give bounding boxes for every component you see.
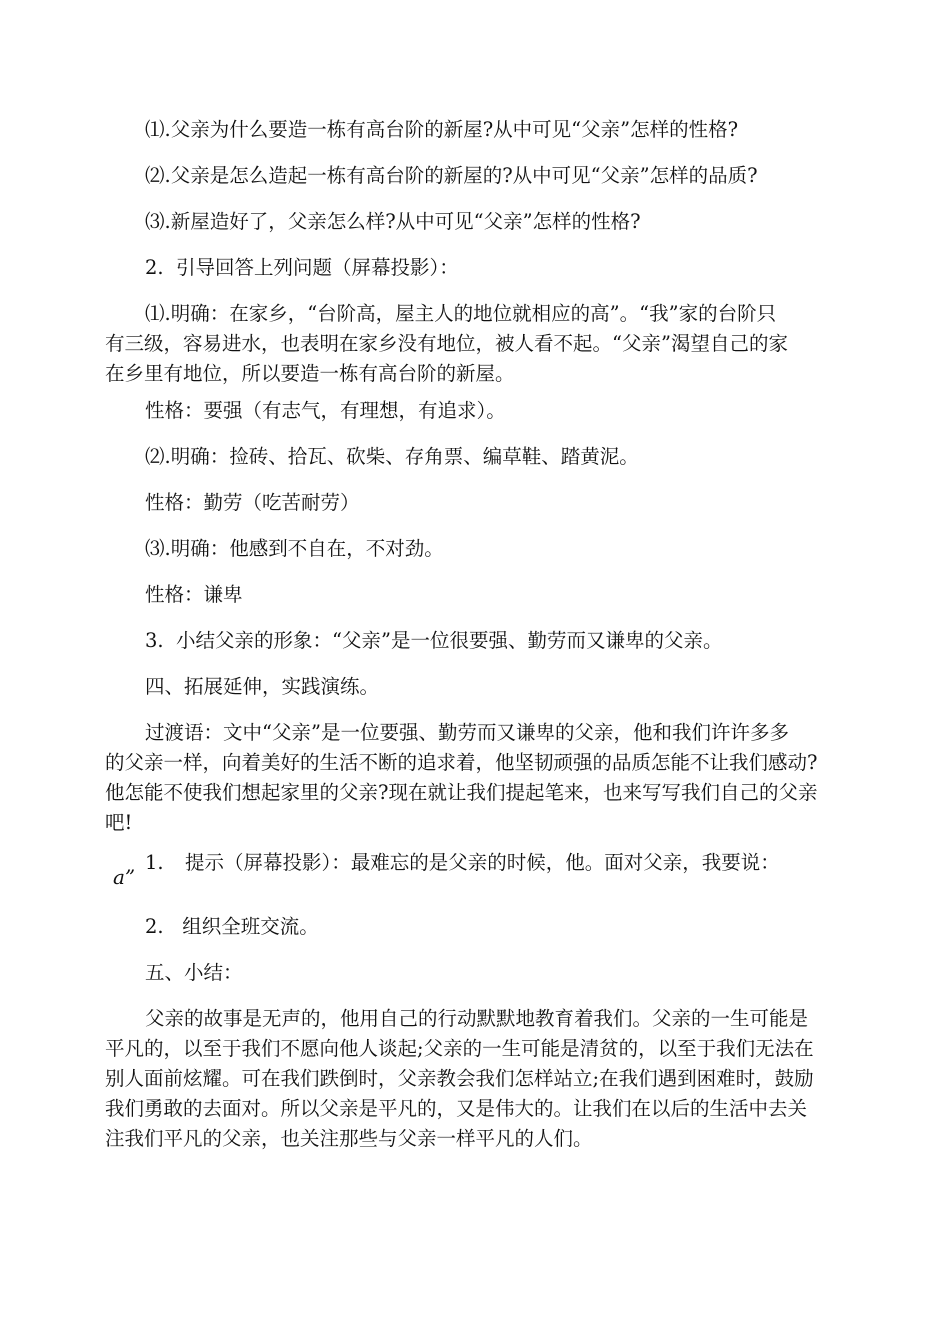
answer-3: ⑶.明确：他感到不自在，不对劲。 bbox=[145, 537, 444, 560]
trait-2: 性格：勤劳（吃苦耐劳） bbox=[145, 491, 360, 514]
answer-1-paragraph bbox=[105, 299, 845, 389]
answer-2: ⑵.明确：捡砖、拾瓦、砍柴、存角票、编草鞋、踏黄泥。 bbox=[145, 445, 639, 468]
summary-line: 平凡的，以至于我们不愿向他人谈起;父亲的一生可能是清贫的，以至于我们无法在 bbox=[105, 1037, 814, 1060]
transition-paragraph bbox=[105, 718, 845, 838]
item-2: 2. 组织全班交流。 bbox=[145, 915, 319, 938]
item-1-quote-mark: a” bbox=[113, 865, 136, 889]
step-2-heading: 2. 引导回答上列问题（屏幕投影）： bbox=[145, 256, 459, 279]
trait-3: 性格：谦卑 bbox=[145, 583, 243, 606]
answer-1-line: 有三级，容易进水，也表明在家乡没有地位，被人看不起。“父亲”渴望自己的家 bbox=[105, 332, 788, 355]
answer-1-line: 在乡里有地位，所以要造一栋有高台阶的新屋。 bbox=[105, 362, 515, 385]
summary-line: 别人面前炫耀。可在我们跌倒时，父亲教会我们怎样站立;在我们遇到困难时，鼓励 bbox=[105, 1067, 814, 1090]
item-1 bbox=[105, 848, 845, 888]
step-3-summary: 3. 小结父亲的形象：“父亲”是一位很要强、勤劳而又谦卑的父亲。 bbox=[145, 629, 723, 652]
section-5-heading: 五、小结： bbox=[145, 961, 243, 984]
transition-line: 的父亲一样，向着美好的生活不断的追求着，他坚韧顽强的品质怎能不让我们感动? bbox=[105, 751, 818, 774]
item-1-number: 1. bbox=[145, 851, 164, 874]
summary-paragraph bbox=[105, 1004, 845, 1154]
transition-line: 吧! bbox=[105, 811, 133, 834]
transition-line: 过渡语：文中“父亲”是一位要强、勤劳而又谦卑的父亲，他和我们许许多多 bbox=[145, 721, 789, 744]
summary-line: 父亲的故事是无声的，他用自己的行动默默地教育着我们。父亲的一生可能是 bbox=[145, 1007, 809, 1030]
section-4-heading: 四、拓展延伸，实践演练。 bbox=[145, 675, 380, 698]
question-1: ⑴.父亲为什么要造一栋有高台阶的新屋?从中可见“父亲”怎样的性格? bbox=[145, 118, 739, 141]
transition-line: 他怎能不使我们想起家里的父亲?现在就让我们提起笔来，也来写写我们自己的父亲 bbox=[105, 781, 818, 804]
answer-1-line: ⑴.明确：在家乡，“台阶高，屋主人的地位就相应的高”。“我”家的台阶只 bbox=[145, 302, 777, 325]
trait-1: 性格：要强（有志气，有理想，有追求）。 bbox=[145, 399, 506, 422]
question-3: ⑶.新屋造好了，父亲怎么样?从中可见“父亲”怎样的性格? bbox=[145, 210, 641, 233]
item-1-text: 提示（屏幕投影）：最难忘的是父亲的时候，他。面对父亲，我要说： bbox=[185, 851, 780, 874]
summary-line: 我们勇敢的去面对。所以父亲是平凡的，又是伟大的。让我们在以后的生活中去关 bbox=[105, 1097, 808, 1120]
question-2: ⑵.父亲是怎么造起一栋有高台阶的新屋的?从中可见“父亲”怎样的品质? bbox=[145, 164, 758, 187]
summary-line: 注我们平凡的父亲，也关注那些与父亲一样平凡的人们。 bbox=[105, 1127, 593, 1150]
